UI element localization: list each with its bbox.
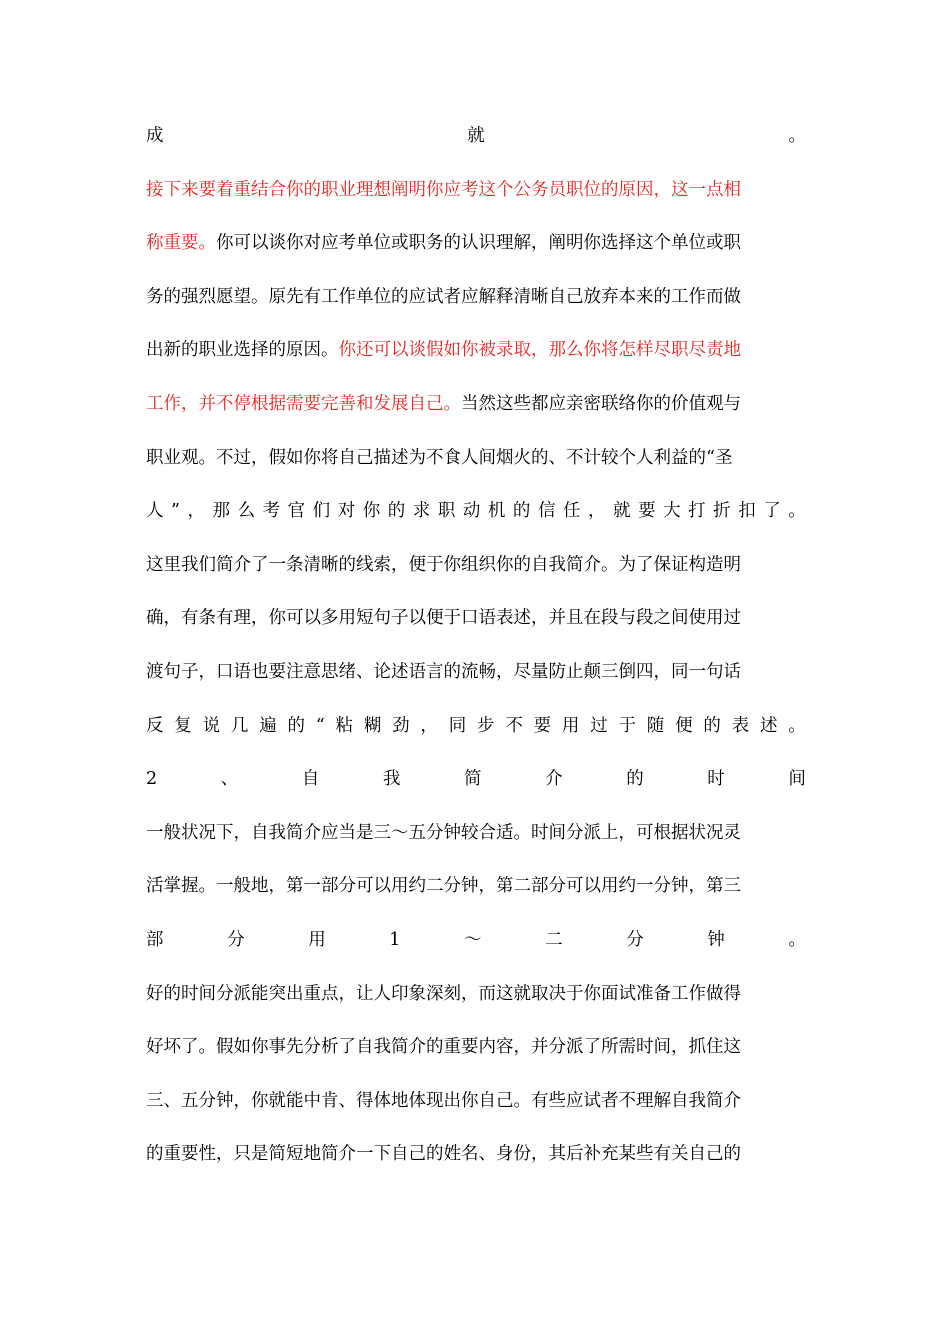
text-char: 随 (646, 715, 665, 736)
text-char: 就 (613, 501, 631, 522)
text-char: 时 (707, 769, 725, 790)
text-char: 们 (312, 501, 331, 522)
paragraph-line-14 (146, 807, 806, 861)
paragraph-line-6 (146, 378, 806, 432)
text-char: 扣 (738, 501, 756, 522)
text-char: 步 (477, 715, 495, 736)
text-char: 的 (703, 715, 721, 736)
text-char: ～ (464, 929, 482, 950)
paragraph-line-2 (146, 164, 806, 218)
text-char: 就 (467, 126, 485, 146)
text-char: 糊 (363, 715, 382, 736)
body-text: 这里我们简介了一条清晰的线索，便于你组织你的自我简介。为了保证构造明 (146, 554, 741, 575)
text-char: 考 (262, 501, 281, 522)
section-heading-line (146, 753, 806, 807)
text-char: ” (171, 501, 180, 522)
highlighted-text: 工作，并不停根据需要完善和发展自己。 (146, 393, 461, 414)
text-char: 么 (237, 501, 256, 522)
text-char: 分 (227, 929, 245, 950)
paragraph-line-10 (146, 592, 806, 646)
body-text: 当然这些都应亲密联络你的价值观与 (461, 393, 741, 414)
text-char: 表 (731, 715, 750, 736)
text-char: 便 (675, 715, 693, 736)
text-char: 人 (146, 501, 164, 522)
text-char: 介 (545, 769, 563, 790)
body-text: 三、五分钟，你就能中肯、得体地体现出你自己。有些应试者不理解自我简介 (146, 1090, 741, 1111)
text-char: 用 (561, 715, 580, 736)
paragraph-line-4 (146, 271, 806, 325)
text-char: 求 (412, 501, 431, 522)
body-text: 渡句子，口语也要注意思绪、论述语言的流畅，尽量防止颠三倒四，同一句话 (146, 661, 741, 682)
text-char: 遍 (259, 715, 277, 736)
text-char: 钟 (707, 929, 725, 950)
text-char: 述 (759, 715, 778, 736)
body-text: 职业观。不过，假如你将自己描述为不食人间烟火的、不计较个人利益的“圣 (146, 447, 733, 468)
text-char: 间 (788, 769, 806, 790)
justified-line-8 (146, 485, 806, 539)
text-char: 我 (382, 769, 401, 790)
paragraph-line-9 (146, 539, 806, 593)
text-char: 。 (788, 126, 806, 146)
paragraph-line-19 (146, 1075, 806, 1129)
text-char: 动 (462, 501, 481, 522)
body-text: 的重要性，只是简短地简介一下自己的姓名、身份，其后补充某些有关自己的 (146, 1144, 741, 1165)
text-char: 要 (533, 715, 552, 736)
paragraph-line-7 (146, 432, 806, 486)
text-char: 任 (562, 501, 581, 522)
text-char: 官 (287, 501, 306, 522)
text-char: 那 (212, 501, 231, 522)
text-char: 二 (545, 929, 563, 950)
text-char: 2 (146, 769, 158, 790)
paragraph-line-18 (146, 1021, 806, 1075)
text-char: 分 (626, 929, 644, 950)
text-char: 。 (788, 929, 806, 950)
text-char: 反 (146, 715, 164, 736)
body-text: 出新的职业选择的原因。 (146, 340, 339, 361)
text-char: 。 (788, 501, 806, 522)
paragraph-line-15 (146, 860, 806, 914)
text-char: 机 (487, 501, 506, 522)
paragraph-line-17 (146, 968, 806, 1022)
text-char: 简 (464, 769, 482, 790)
text-char: ， (187, 501, 206, 522)
text-char: 同 (448, 715, 467, 736)
body-text: 好的时间分派能突出重点，让人印象深刻，而这就取决于你面试准备工作做得 (146, 983, 741, 1004)
text-char: 要 (638, 501, 656, 522)
text-char: 的 (287, 715, 305, 736)
text-char: 说 (202, 715, 221, 736)
document-body (146, 110, 806, 1182)
text-char: 成 (146, 126, 164, 146)
text-char: ， (420, 715, 438, 736)
text-char: 自 (301, 769, 320, 790)
text-char: 于 (618, 715, 636, 736)
paragraph-line-3 (146, 217, 806, 271)
text-char: 职 (437, 501, 456, 522)
text-char: 了 (763, 501, 781, 522)
text-char: 部 (146, 929, 164, 950)
justified-line-16 (146, 914, 806, 968)
body-text: 好坏了。假如你事先分析了自我简介的重要内容，并分派了所需时间，抓住这 (146, 1037, 741, 1058)
highlighted-text: 称重要。 (146, 233, 216, 254)
text-char: 、 (220, 769, 239, 790)
text-char: 不 (505, 715, 523, 736)
text-char: 1 (389, 929, 401, 950)
text-char: 粘 (335, 715, 354, 736)
text-char: 打 (688, 501, 706, 522)
text-char: 的 (387, 501, 406, 522)
body-text: 活掌握。一般地，第一部分可以用约二分钟，第二部分可以用约一分钟，第三 (146, 876, 741, 897)
paragraph-line-5 (146, 324, 806, 378)
text-char: 劲 (392, 715, 410, 736)
text-char: 几 (230, 715, 249, 736)
justified-line-1 (146, 110, 806, 164)
text-char: 过 (590, 715, 608, 736)
text-char: 用 (308, 929, 326, 950)
highlighted-text: 你还可以谈假如你被录取，那么你将怎样尽职尽责地 (338, 340, 741, 361)
paragraph-line-20 (146, 1128, 806, 1182)
text-char: 复 (174, 715, 192, 736)
body-text: 确，有条有理，你可以多用短句子以便于口语表述，并且在段与段之间使用过 (146, 608, 741, 629)
text-char: 的 (512, 501, 531, 522)
highlighted-text: 接下来要着重结合你的职业理想阐明你应考这个公务员职位的原因，这一点相 (146, 179, 741, 200)
text-char: “ (315, 715, 325, 736)
body-text: 一般状况下，自我简介应当是三～五分钟较合适。时间分派上，可根据状况灵 (146, 822, 741, 843)
text-char: 大 (663, 501, 681, 522)
text-char: 对 (337, 501, 356, 522)
text-char: 的 (626, 769, 644, 790)
justified-line-12 (146, 700, 806, 754)
text-char: 信 (537, 501, 556, 522)
text-char: 折 (713, 501, 731, 522)
body-text: 你可以谈你对应考单位或职务的认识理解，阐明你选择这个单位或职 (216, 233, 741, 254)
text-char: 你 (362, 501, 381, 522)
text-char: ， (588, 501, 606, 522)
text-char: 。 (788, 715, 806, 736)
body-text: 务的强烈愿望。原先有工作单位的应试者应解释清晰自己放弃本来的工作而做 (146, 286, 741, 307)
paragraph-line-11 (146, 646, 806, 700)
